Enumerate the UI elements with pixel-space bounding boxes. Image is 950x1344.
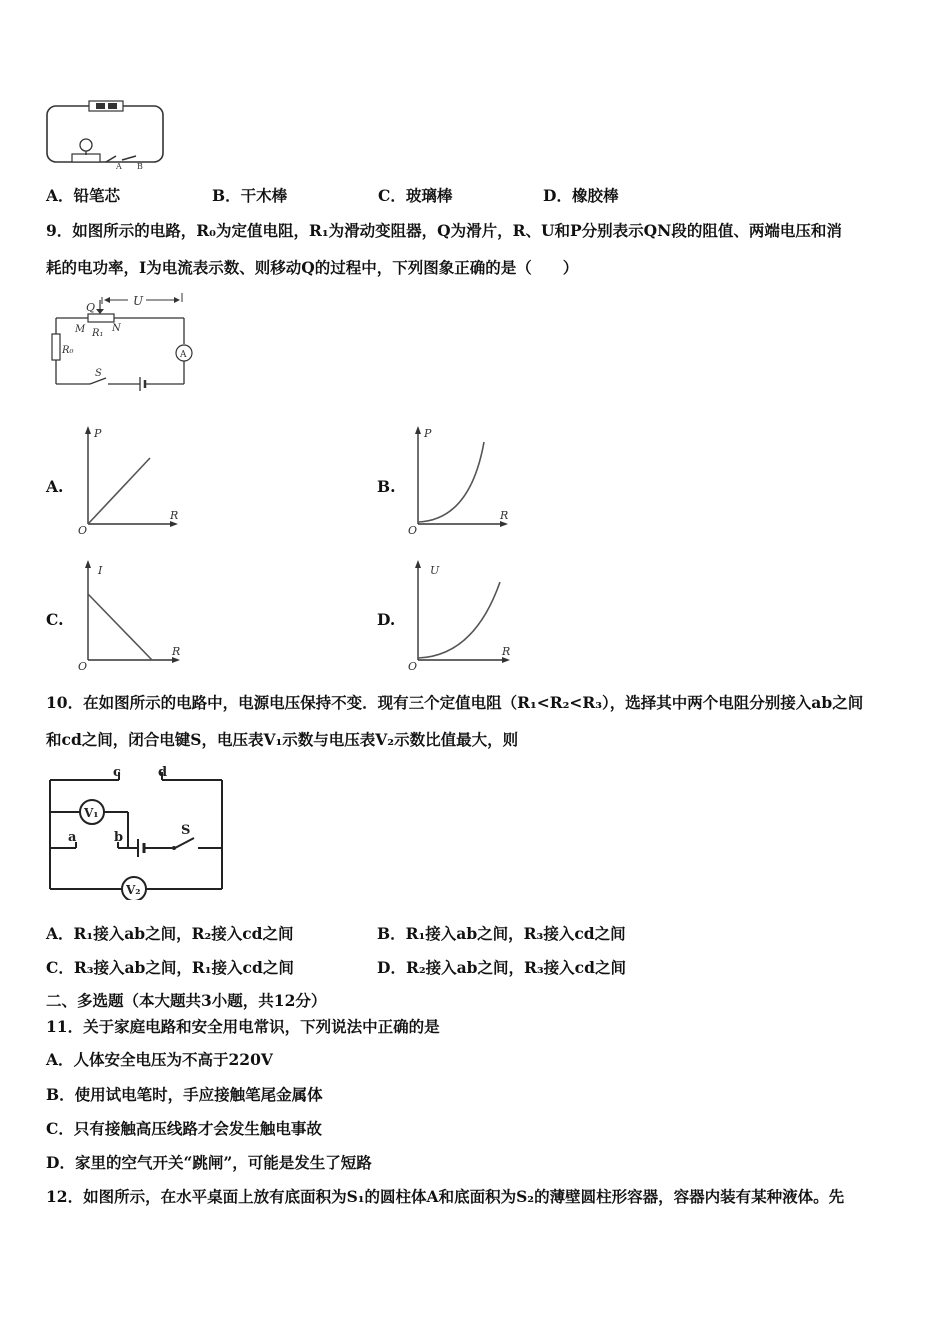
q9-graph-a-xlabel: R bbox=[170, 509, 179, 522]
q9-label-u: U bbox=[133, 294, 144, 308]
q9-graph-a-ylabel: P bbox=[94, 427, 102, 440]
q10-label-d: d bbox=[158, 765, 168, 780]
q10-label-s: S bbox=[181, 823, 191, 838]
q12-stem-line1: 12．如图所示，在水平桌面上放有底面积为S₁的圆柱体A和底面积为S₂的薄壁圆柱形容器，容器内装有某种液体。先 bbox=[46, 1187, 845, 1206]
q8-option-c: C．玻璃棒 bbox=[378, 186, 453, 205]
q9-graph-a-line bbox=[88, 458, 150, 524]
q10-label-v1: V₁ bbox=[84, 806, 99, 820]
q8-option-a: A．铅笔芯 bbox=[46, 186, 121, 205]
q9-graph-c bbox=[74, 558, 186, 672]
q9-graph-d-xlabel: R bbox=[502, 645, 511, 658]
q9-graph-c-xlabel: R bbox=[172, 645, 181, 658]
q9-option-c-label: C. bbox=[46, 610, 64, 629]
q9-graph-c-line bbox=[88, 594, 152, 660]
q10-option-b: B．R₁接入ab之间，R₃接入cd之间 bbox=[377, 924, 626, 943]
q10-stem-line2: 和cd之间，闭合电键S，电压表V₁示数与电压表V₂示数比值最大，则 bbox=[46, 730, 519, 749]
q9-graph-d-origin: O bbox=[408, 660, 418, 672]
q9-graph-a-origin: O bbox=[78, 524, 88, 536]
q8-label-a: A bbox=[116, 162, 122, 170]
q10-label-v2: V₂ bbox=[126, 883, 141, 897]
q9-label-n: N bbox=[112, 323, 121, 334]
q9-graph-a bbox=[74, 424, 184, 536]
q10-option-a: A．R₁接入ab之间，R₂接入cd之间 bbox=[46, 924, 294, 943]
q11-option-d: D．家里的空气开关“跳闸”，可能是发生了短路 bbox=[46, 1153, 372, 1172]
q9-label-q: Q bbox=[86, 301, 96, 314]
q11-stem: 11．关于家庭电路和安全用电常识，下列说法中正确的是 bbox=[46, 1017, 440, 1036]
q8-label-b: B bbox=[137, 162, 143, 170]
q9-graph-b-xlabel: R bbox=[500, 509, 509, 522]
q9-graph-d bbox=[404, 558, 516, 672]
q9-option-a-label: A. bbox=[46, 477, 64, 496]
q9-label-r1: R₁ bbox=[92, 328, 104, 339]
section2-title: 二、多选题（本大题共3小题，共12分） bbox=[46, 991, 327, 1010]
q11-option-a: A．人体安全电压为不高于220V bbox=[46, 1050, 273, 1069]
q9-label-m: M bbox=[75, 324, 86, 335]
q10-label-a: a bbox=[68, 830, 77, 845]
q9-label-r0: R₀ bbox=[62, 345, 74, 356]
q8-option-d: D．橡胶棒 bbox=[543, 186, 619, 205]
q11-option-c: C．只有接触高压线路才会发生触电事故 bbox=[46, 1119, 322, 1138]
q10-circuit-figure bbox=[44, 762, 230, 900]
q9-label-switch: S bbox=[95, 368, 102, 379]
q10-label-c: c bbox=[113, 765, 121, 780]
q9-graph-d-curve bbox=[418, 582, 500, 658]
q9-graph-c-origin: O bbox=[78, 660, 88, 672]
q9-graph-c-ylabel: I bbox=[98, 564, 103, 577]
q11-option-b: B．使用试电笔时，手应接触笔尾金属体 bbox=[46, 1085, 323, 1104]
q9-graph-b-ylabel: P bbox=[424, 427, 432, 440]
q9-circuit-figure bbox=[44, 288, 200, 400]
q8-circuit-figure bbox=[44, 98, 169, 170]
q8-option-b: B．干木棒 bbox=[212, 186, 288, 205]
q9-graph-b-origin: O bbox=[408, 524, 418, 536]
q9-graph-d-ylabel: U bbox=[430, 564, 440, 577]
q9-option-b-label: B. bbox=[377, 477, 396, 496]
q9-option-d-label: D. bbox=[377, 610, 396, 629]
q9-stem-line2: 耗的电功率，I为电流表示数、则移动Q的过程中，下列图象正确的是（ ） bbox=[46, 258, 579, 277]
q10-option-d: D．R₂接入ab之间，R₃接入cd之间 bbox=[377, 958, 626, 977]
q9-graph-b-curve bbox=[418, 442, 484, 522]
q10-stem-line1: 10．在如图所示的电路中，电源电压保持不变．现有三个定值电阻（R₁<R₂<R₃），选择其中两个电阻分别接入ab之间 bbox=[46, 693, 864, 712]
q9-label-ammeter: A bbox=[180, 350, 187, 360]
q9-graph-b bbox=[404, 424, 514, 536]
q10-option-c: C．R₃接入ab之间，R₁接入cd之间 bbox=[46, 958, 294, 977]
q9-stem-line1: 9．如图所示的电路，R₀为定值电阻，R₁为滑动变阻器，Q为滑片，R、U和P分别表示QN段的阻值、两端电压和消 bbox=[46, 221, 842, 240]
q10-label-b: b bbox=[114, 830, 124, 845]
